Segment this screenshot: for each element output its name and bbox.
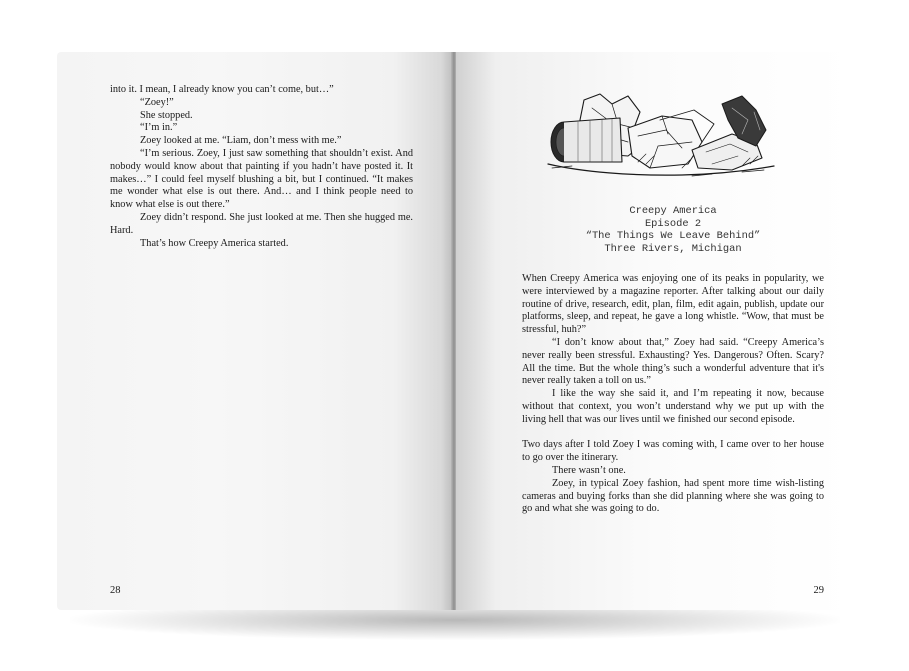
paragraph: “Zoey!” [140,96,174,108]
left-page-body [110,84,413,250]
page-number-left: 28 [110,585,121,596]
paragraph: “I’m serious. Zoey, I just saw something that shouldn’t exist. And nobody would know about that painting if you hadn’t have posted it. It makes…” I could feel myself blushing a bit, but I continued. “It makes me wonder what else is out there. And… and I think people need to know what else is out there.” [110,147,413,211]
paragraph: into it. I mean, I already know you can’t come, but…” [110,84,334,95]
chapter-heading-series: Creepy America [629,205,717,217]
paragraph: Zoey looked at me. “Liam, don’t mess with me.” [140,135,342,147]
chapter-heading [522,205,824,255]
chapter-heading-location: Three Rivers, Michigan [604,242,742,255]
paragraph: There wasn’t one. [552,464,626,476]
right-page-body [522,273,824,516]
chapter-heading-title: “The Things We Leave Behind” [585,230,761,243]
page-number-right: 29 [813,585,824,596]
paragraph: She stopped. [140,109,193,121]
right-page [456,52,852,610]
paragraph: Zoey, in typical Zoey fashion, had spent more time wish-listing cameras and buying forks than she did planning where she was going to go and what she was going to do. [522,477,824,515]
paragraph: I like the way she said it, and I’m repeating it now, because without that context, you won’t understand why we put up with the living hell that was our lives until we finished our second episode. [522,388,824,425]
chapter-heading-episode: Episode 2 [644,217,702,230]
crumpled-trash-illustration [542,90,778,182]
paragraph: When Creepy America was enjoying one of its peaks in popularity, we were interviewed by a magazine reporter. After talking about our daily routine of drive, research, edit, plan, film, edit again, publish, update our platforms, sleep, and repeat, he gave a long whistle. “Wow, that must be stressful, huh?” [522,273,824,336]
left-page [57,52,453,610]
paragraph: “I don’t know about that,” Zoey had said. “Creepy America’s never really been stressful. Exhausting? Yes. Dangerous? Often. Scary? All the time. But the whole thing’s such a wonderful adventure that it's never really taken a toll on us.” [522,336,824,387]
paragraph: That’s how Creepy America started. [140,237,289,249]
paragraph: “I’m in.” [140,122,178,134]
paragraph: Zoey didn’t respond. She just looked at me. Then she hugged me. Hard. [110,211,413,236]
paragraph: Two days after I told Zoey I was coming with, I came over to her house to go over the itinerary. [522,439,824,464]
